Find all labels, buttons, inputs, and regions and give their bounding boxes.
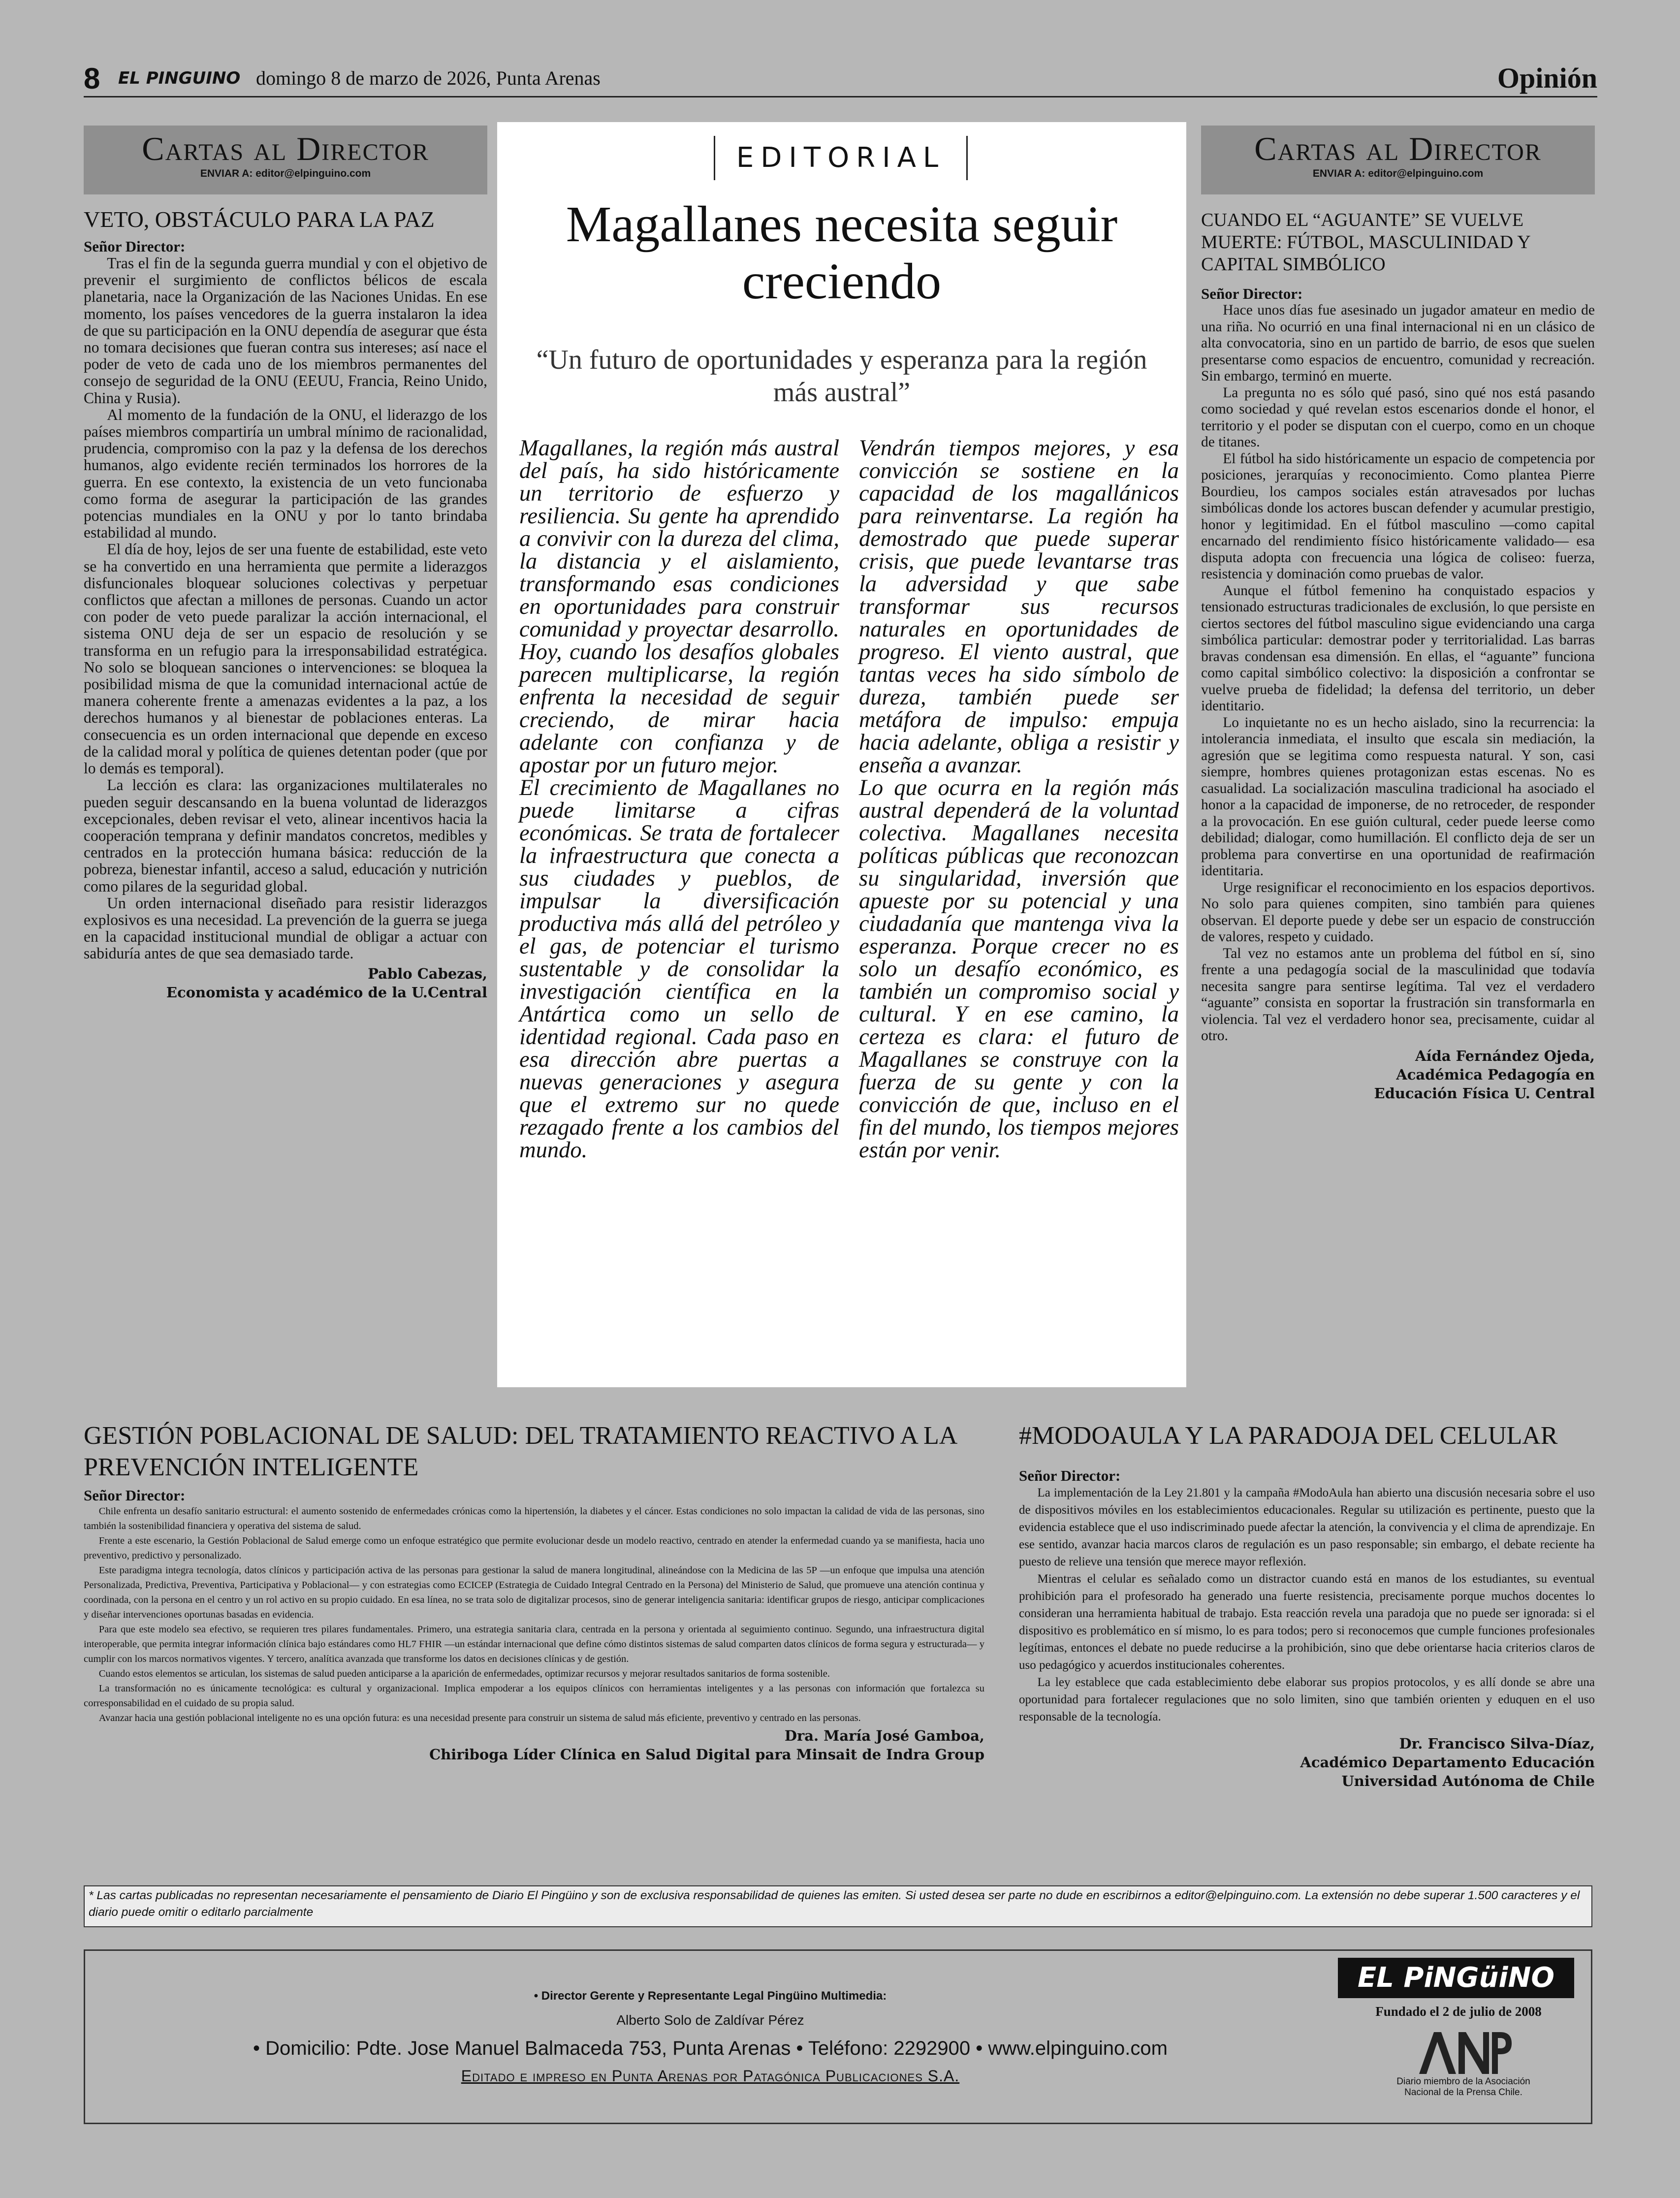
editorial-box <box>497 122 1186 1387</box>
paragraph: Vendrán tiempos mejores, y esa convicción se sostiene en la capacidad de los magallánicos para reinventarse. La región ha demostrado que puede superar crisis, que puede levantarse tras la adversidad y que sabe transformar sus recursos naturales en oportunidades de progreso. El viento austral, que tantas veces ha sido símbolo de dureza, también puede ser metáfora de impulso: empuja hacia adelante, obliga a resistir y enseña a avanzar. <box>859 436 1179 778</box>
right-letter-signature <box>1201 1047 1595 1103</box>
paragraph: Urge resignificar el reconocimiento en los espacios deportivos. No solo para quienes compiten, sino también para quienes observan. El deporte puede y debe ser un espacio de construcción de valores, respeto y cuidado. <box>1201 879 1595 945</box>
director-label: • Director Gerente y Representante Legal Pingüino Multimedia: <box>534 1989 887 2003</box>
left-letter <box>84 207 487 1002</box>
cartas-title: Cartas al Director <box>1254 130 1542 167</box>
bottom-right-letter <box>1019 1420 1595 1790</box>
header-logo: EL PINGUINO <box>118 68 241 88</box>
page-header <box>84 62 1597 97</box>
bottom-left-letter <box>84 1420 984 1764</box>
page-number: 8 <box>84 62 100 95</box>
paragraph: La lección es clara: las organizaciones multilaterales no pueden seguir descansando en la buena voluntad de liderazgos excepcionales, deben revisar el veto, alinear incentivos hacia la cooperación temprana y definir mandatos concretos, medibles y centrados en la protección humana básica: reducción de la pobreza, bienestar infantil, acceso a salud, educación y nutrición como pilares de la seguridad global. <box>84 776 487 895</box>
right-letter-salutation: Señor Director: <box>1201 285 1303 302</box>
anp-line-1: Diario miembro de la Asociación <box>1396 2076 1530 2087</box>
bottom-right-headline: #MODOAULA Y LA PARADOJA DEL CELULAR <box>1019 1422 1558 1450</box>
left-letter-signature <box>84 964 487 1002</box>
right-letter-headline: CUANDO EL “AGUANTE” SE VUELVE MUERTE: FÚTBOL, MASCULINIDAD Y CAPITAL SIMBÓLICO <box>1201 210 1530 275</box>
paragraph: Para que este modelo sea efectivo, se requieren tres pilares fundamentales. Primero, una estrategia sanitaria clara, centrada en la persona y orientada al seguimiento continuo. Segundo, una infraestructura digital interoperable, que permita integrar información clínica bajo estándares como HL7 FHIR —un estándar internacional que define cómo distintos sistemas de salud comparten datos clínicos de forma segura y estructurada— y cumplir con los marcos normativos vigentes. Y tercero, analítica avanzada que transforme los datos en decisiones clínicas y de gestión. <box>84 1624 984 1664</box>
brand-logo: EL PiNGüiNO <box>1338 1958 1574 1998</box>
bottom-right-signature <box>1019 1734 1595 1790</box>
bottom-left-salutation: Señor Director: <box>84 1487 186 1504</box>
signature-name: Pablo Cabezas, <box>368 965 487 982</box>
paragraph: La implementación de la Ley 21.801 y la campaña #ModoAula han abierto una discusión necesaria sobre el uso de dispositivos móviles en los establecimientos educacionales. Regular su utilización es pertinente, puesto que la evidencia establece que el uso indiscriminado puede afectar la atención, la convivencia y el clima de aprendizaje. En ese sentido, avanzar hacia marcos claros de regulación es un paso responsable; sin embargo, el debate reciente ha puesto de relieve una tensión que merece mayor reflexión. <box>1019 1486 1595 1568</box>
bottom-left-headline: GESTIÓN POBLACIONAL DE SALUD: DEL TRATAMIENTO REACTIVO A LA PREVENCIÓN INTELIGENTE <box>84 1422 956 1481</box>
paragraph: Mientras el celular es señalado como un distractor cuando está en manos de los estudiantes, su eventual prohibición para el profesorado ha generado una fuerte resistencia, precisamente porque muchos docentes lo consideran una herramienta habitual de trabajo. Esta reacción revela una paradoja que no puede ser ignorada: si el dispositivo es problemático en sí mismo, lo es para todos; pero si reconocemos que cumple funciones profesionales legítimas, entonces el debate no puede reducirse a la prohibición, sino que debe orientarse hacia criterios claros de uso pedagógico y acuerdos institucionales coherentes. <box>1019 1572 1595 1672</box>
paragraph: La ley establece que cada establecimiento debe elaborar sus propios protocolos, y es allí donde se abre una oportunidad para fortalecer regulaciones que no solo limiten, sino que también orienten y eduquen en el uso responsable de la tecnología. <box>1019 1676 1595 1723</box>
paragraph: Un orden internacional diseñado para resistir liderazgos explosivos es una necesidad. La prevención de la guerra se juega en la capacidad institucional mundial de obligar a actuar con sabiduría antes de que sea demasiado tarde. <box>84 894 487 962</box>
paragraph: Al momento de la fundación de la ONU, el liderazgo de los países miembros compartiría un umbral mínimo de racionalidad, prudencia, compromiso con la paz y la defensa de los derechos humanos, algo evidente recién terminados los horrores de la guerra. En ese contexto, la existencia de un veto funcionaba como forma de asegurar la participación de las grandes potencias mundiales en la ONU y por lo tanto brindaba estabilidad al mundo. <box>84 406 487 542</box>
signature-institution: Educación Física U. Central <box>1374 1084 1595 1102</box>
left-letter-headline: VETO, OBSTÁCULO PARA LA PAZ <box>84 207 435 232</box>
footer-printed-by: Editado e impreso en Punta Arenas por Patagónica Publicaciones S.A. <box>461 2067 960 2085</box>
signature-title: Académico Departamento Educación <box>1300 1754 1595 1771</box>
anp-line-2: Nacional de la Prensa Chile. <box>1404 2087 1522 2098</box>
cartas-email: ENVIAR A: editor@elpinguino.com <box>200 168 371 179</box>
section-title: Opinión <box>1497 62 1597 94</box>
paragraph: Lo que ocurra en la región más austral dependerá de la voluntad colectiva. Magallanes necesita políticas públicas que reconozcan su singularidad, inversión que apueste por su potencial y una ciudadanía que mantenga viva la esperanza. Porque crecer no es solo un desafío económico, es también un compromiso social y cultural. Y en ese camino, la certeza es clara: el futuro de Magallanes se construye con la fuerza de su gente y con la convicción de que, incluso en el fin del mundo, los tiempos mejores están por venir. <box>859 775 1179 1163</box>
paragraph: El día de hoy, lejos de ser una fuente de estabilidad, este veto se ha convertido en una herramienta que permite a liderazgos disfuncionales bloquear soluciones colectivas y perpetuar conflictos que afectan a millones de personas. Cuando un actor con poder de veto puede paralizar la acción internacional, el sistema ONU deja de ser un espacio de resolución y se transforma en un refugio para la irresponsabilidad estratégica. No solo se bloquean sanciones o intervenciones: se bloquea la posibilidad misma de que la comunidad internacional actúe de manera coherente frente a amenazas evidentes a la paz, a los derechos humanos y al bienestar de poblaciones enteras. La consecuencia es un orden internacional que depende en exceso de la calidad moral y política de quienes detentan poder (que por lo demás es temporal). <box>84 541 487 777</box>
left-letter-salutation: Señor Director: <box>84 238 186 255</box>
cartas-box-left <box>84 126 487 194</box>
paragraph: El crecimiento de Magallanes no puede limitarse a cifras económicas. Se trata de fortalecer la infraestructura que conecta a sus ciudades y pueblos, de impulsar la diversificación productiva más allá del petróleo y el gas, de potenciar el turismo sustentable y de consolidar la investigación científica en la Antártica como un sello de identidad regional. Cada paso en esa dirección abre puertas a nuevas generaciones y asegura que el extremo sur no quede rezagado frente a los cambios del mundo. <box>519 775 839 1163</box>
editorial-subtitle: “Un futuro de oportunidades y esperanza para la región más austral” <box>536 345 1147 408</box>
left-letter-body <box>84 255 487 962</box>
editorial-column-2 <box>859 437 1179 1162</box>
director-name: Alberto Solo de Zaldívar Pérez <box>616 2012 804 2028</box>
right-letter-body <box>1201 302 1595 1045</box>
signature-title: Economista y académico de la U.Central <box>166 984 487 1001</box>
signature-title: Académica Pedagogía en <box>1396 1066 1595 1083</box>
cartas-email: ENVIAR A: editor@elpinguino.com <box>1312 168 1484 179</box>
paragraph: Tal vez no estamos ante un problema del fútbol en sí, sino frente a una pedagogía social de la masculinidad que todavía necesita sangre para sentirse legítima. Tal vez el verdadero “aguante” consista en soportar la frustración sin transformarla en violencia. Tal vez el verdadero honor sea, precisamente, cuidar al otro. <box>1201 945 1595 1044</box>
bottom-right-salutation: Señor Director: <box>1019 1467 1121 1484</box>
paragraph: Magallanes, la región más austral del país, ha sido históricamente un territorio de esfuerzo y resiliencia. Su gente ha aprendido a convivir con la dureza del clima, la distancia y el aislamiento, transformando esas condiciones en oportunidades para construir comunidad y proyectar desarrollo. Hoy, cuando los desafíos globales parecen multiplicarse, la región enfrenta la necesidad de seguir creciendo, de mirar hacia adelante con confianza y de apostar por un futuro mejor. <box>519 436 839 778</box>
paragraph: El fútbol ha sido históricamente un espacio de competencia por posiciones, jerarquías y reconocimiento. Como plantea Pierre Bourdieu, los campos sociales están atravesados por luchas simbólicas donde los actores buscan defender y acumular prestigio, honor y legitimidad. En el fútbol masculino —como capital encarnado del rendimiento físico históricamente validado— esa disputa adopta con frecuencia una lógica de coliseo: fuerza, resistencia y dominación como pruebas de valor. <box>1201 450 1595 582</box>
signature-name: Dra. María José Gamboa, <box>784 1727 984 1744</box>
founded-line: Fundado el 2 de julio de 2008 <box>1375 2004 1542 2019</box>
paragraph: La transformación no es únicamente tecnológica: es cultural y organizacional. Implica empoderar a los equipos clínicos con herramientas inteligentes y a las personas con información que fortalezca su corresponsabilidad en el cuidado de su propia salud. <box>84 1683 984 1709</box>
paragraph: Tras el fin de la segunda guerra mundial y con el objetivo de prevenir el surgimiento de conflictos bélicos de escala planetaria, nace la Organización de las Naciones Unidas. En ese momento, los países vencedores de la guerra instalaron la idea de que su participación en la ONU dependía de asegurar que ésta no tomara decisiones que fueran contra sus intereses; así nace el poder de veto de cada uno de los miembros permanentes del consejo de seguridad de la ONU (EEUU, Francia, Reino Unido, China y Rusia). <box>84 255 487 407</box>
right-letter <box>1201 209 1595 1103</box>
paragraph: Chile enfrenta un desafío sanitario estructural: el aumento sostenido de enfermedades crónicas como la hipertensión, la diabetes y el cáncer. Estas condiciones no solo impactan la calidad de vida de las personas, sino también la sostenibilidad financiera y operativa del sistema de salud. <box>84 1506 984 1531</box>
bottom-left-body <box>84 1504 984 1725</box>
anp-logo-icon <box>1414 2025 1513 2076</box>
bottom-right-body <box>1019 1484 1595 1725</box>
paragraph: Aunque el fútbol femenino ha conquistado espacios y tensionado estructuras tradicionales de exclusión, lo que persiste en ciertos sectores del fútbol masculino sigue evidenciando una carga simbólica particular: demostrar poder y territorialidad. Las barras bravas condensan esa dimensión. En ellas, el “aguante” funciona como capital simbólico colectivo: la disposición a confrontar se vuelve prueba de fidelidad; la defensa del territorio, un deber identitario. <box>1201 582 1595 714</box>
signature-name: Aída Fernández Ojeda, <box>1415 1047 1595 1064</box>
paragraph: Frente a este escenario, la Gestión Poblacional de Salud emerge como un enfoque estratégico que permite evolucionar desde un modelo reactivo, centrado en atender la enfermedad cuando ya se manifiesta, hacia uno preventivo, predictivo y personalizado. <box>84 1535 984 1561</box>
footer-box <box>84 1949 1592 2124</box>
bottom-left-signature <box>84 1726 984 1764</box>
paragraph: Avanzar hacia una gestión poblacional inteligente no es una opción futura: es una necesidad presente para construir un sistema de salud más eficiente, preventivo y centrado en las personas. <box>98 1713 861 1723</box>
editorial-title: Magallanes necesita seguir creciendo <box>566 196 1118 310</box>
paragraph: Lo inquietante no es un hecho aislado, sino la recurrencia: la intolerancia inmediata, el insulto que escala sin mediación, la agresión que se legitima como respuesta natural. Y son, casi siempre, hombres quienes protagonizan estas escenas. No es casualidad. La socialización masculina tradicional ha asociado el honor a la capacidad de imponerse, de no retroceder, de responder a la provocación. En ese guión cultural, ceder puede leerse como debilidad; dialogar, como humillación. El conflicto deja de ser un problema para convertirse en una oportunidad de reafirmación identitaria. <box>1201 714 1595 879</box>
editorial-column-1 <box>519 437 839 1162</box>
paragraph: Este paradigma integra tecnología, datos clínicos y participación activa de las personas para gestionar la salud de manera longitudinal, alineándose con la Medicina de las 5P —un enfoque que impulsa una atención Personalizada, Predictiva, Preventiva, Participativa y Poblacional— y con estrategias como ECICEP (Estrategia de Cuidado Integral Centrado en la Persona) del Ministerio de Salud, que promueve una atención continua y coordinada, con la persona en el centro y un rol activo en su propio cuidado. En esa línea, no se trata solo de digitalizar procesos, sino de generar inteligencia sanitaria: identificar grupos de riesgo, anticipar complicaciones y diseñar intervenciones oportunas basadas en evidencia. <box>84 1565 984 1620</box>
signature-name: Dr. Francisco Silva-Díaz, <box>1399 1735 1595 1752</box>
header-date: domingo 8 de marzo de 2026, Punta Arenas <box>256 67 601 89</box>
anp-member-text <box>1365 2076 1562 2098</box>
editorial-label: EDITORIAL <box>714 136 968 180</box>
paragraph: Cuando estos elementos se articulan, los sistemas de salud pueden anticiparse a la aparición de enfermedades, optimizar recursos y mejorar resultados sanitarios de forma sostenible. <box>98 1668 830 1679</box>
cartas-title: Cartas al Director <box>142 130 429 167</box>
footer-address: • Domicilio: Pdte. Jose Manuel Balmaceda 753, Punta Arenas • Teléfono: 2292900 • www.elpinguino.com <box>253 2038 1168 2059</box>
disclaimer-note: * Las cartas publicadas no representan necesariamente el pensamiento de Diario El Pingüino y son de exclusiva responsabilidad de quienes las emiten. Si usted desea ser parte no dude en escribirnos a editor@elpinguino.com. La extensión no debe superar 1.500 caracteres y el diario puede omitir o editarlo parcialmente <box>84 1885 1592 1927</box>
cartas-box-right <box>1201 126 1595 194</box>
signature-institution: Universidad Autónoma de Chile <box>1341 1773 1595 1789</box>
signature-title: Chiriboga Líder Clínica en Salud Digital para Minsait de Indra Group <box>429 1746 984 1763</box>
paragraph: La pregunta no es sólo qué pasó, sino qué nos está pasando como sociedad y qué revelan estos escenarios donde el honor, el territorio y el poder se disputan con el cuerpo, como en un choque de titanes. <box>1201 384 1595 450</box>
anp-logo <box>1414 2025 1513 2076</box>
paragraph: Hace unos días fue asesinado un jugador amateur en medio de una riña. No ocurrió en una final internacional ni en un clásico de alta convocatoria, sino en un partido de barrio, de esos que suelen presentarse como espacios de encuentro, comunidad y recreación. Sin embargo, terminó en muerte. <box>1201 302 1595 384</box>
